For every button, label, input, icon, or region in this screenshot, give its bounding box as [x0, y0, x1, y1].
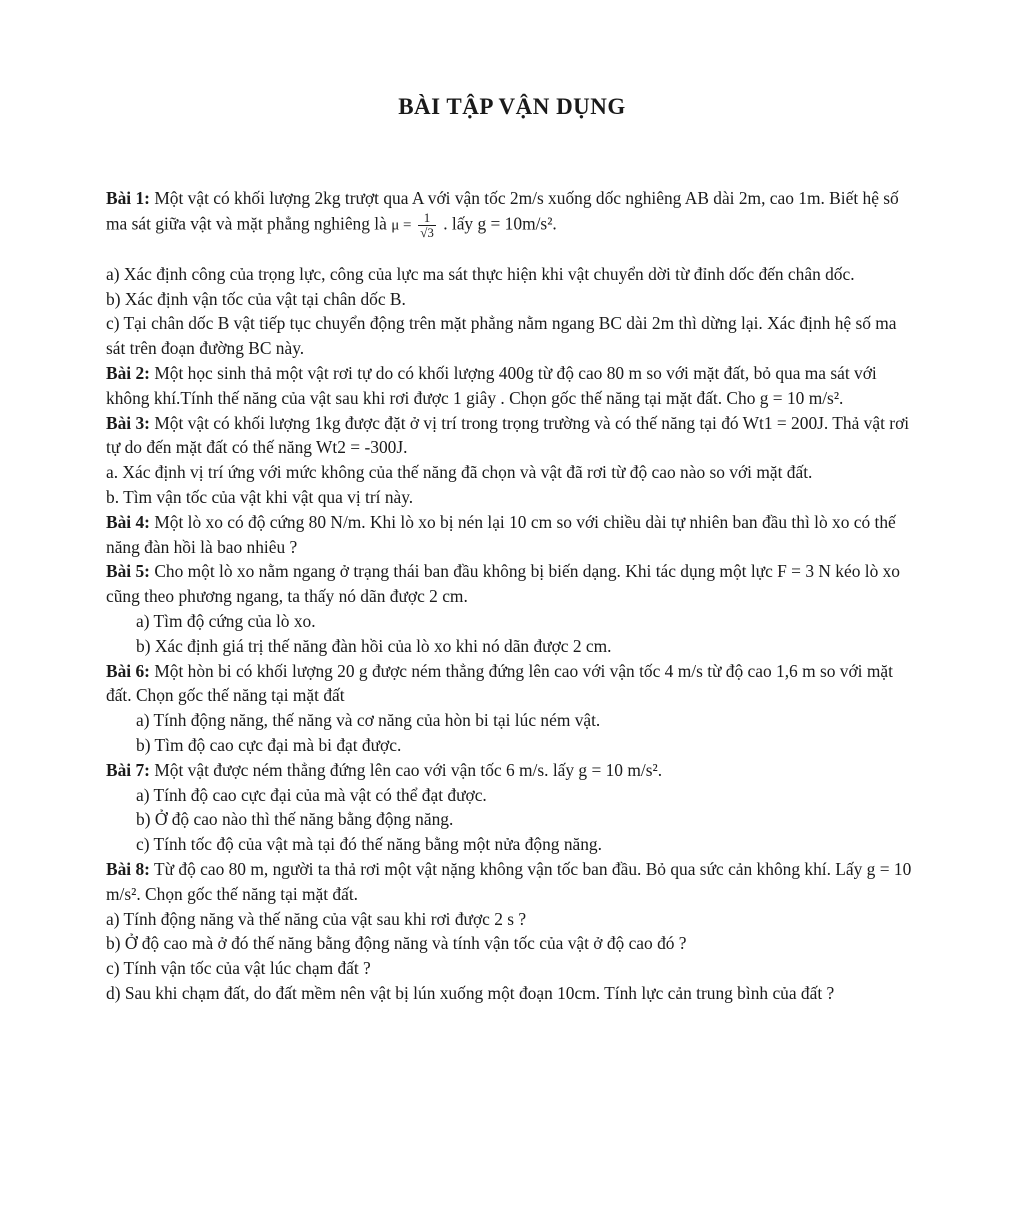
exercise-7-a: a) Tính độ cao cực đại của mà vật có thể đạt được. [136, 784, 487, 805]
exercise-7-c: c) Tính tốc độ của vật mà tại đó thế năng bằng một nửa động năng. [136, 834, 602, 855]
exercise-text: Một vật có khối lượng 2kg trượt qua A với vận tốc 2m/s xuống dốc nghiêng AB dài 2m, cao 1m. Biết hệ số ma sát giữa vật và mặt phẳng nghiêng là [106, 188, 899, 234]
fraction-numerator: 1 [418, 211, 436, 226]
exercise-label: Bài 1: [106, 188, 150, 208]
exercise-5-b: b) Xác định giá trị thế năng đàn hồi của lò xo khi nó dãn được 2 cm. [136, 635, 612, 656]
exercise-text: Một vật được ném thẳng đứng lên cao với vận tốc 6 m/s. lấy g = 10 m/s². [149, 759, 663, 780]
exercise-6-b: b) Tìm độ cao cực đại mà bi đạt được. [136, 734, 402, 755]
exercise-label: Bài 3: [106, 412, 150, 433]
exercise-text: Một hòn bi có khối lượng 20 g được ném thẳng đứng lên cao với vận tốc 4 m/s từ độ cao 1,6 m so với mặt đất. Chọn gốc thế năng tại mặt đất [106, 660, 893, 706]
exercise-text: Một vật có khối lượng 1kg được đặt ở vị trí trong trọng trường và có thế năng tại đó Wt1 = 200J. Thả vật rơi tự do đến mặt đất có thế năng Wt2 = -300J. [106, 412, 910, 458]
page-title: BÀI TẬP VẬN DỤNG [398, 94, 626, 119]
exercise-7 [106, 758, 912, 783]
exercise-label: Bài 6: [106, 660, 150, 681]
exercise-5-a: a) Tìm độ cứng của lò xo. [136, 610, 316, 631]
exercise-text: Từ độ cao 80 m, người ta thả rơi một vật nặng không vận tốc ban đầu. Bỏ qua sức cản không khí. Lấy g = 10 m/s². Chọn gốc thế năng tại mặt đất. [106, 858, 912, 904]
exercise-8-c: c) Tính vận tốc của vật lúc chạm đất ? [106, 958, 371, 979]
exercise-1 [106, 186, 912, 240]
exercise-text: Một học sinh thả một vật rơi tự do có khối lượng 400g từ độ cao 80 m so với mặt đất, bỏ qua ma sát với không khí.Tính thế năng của vật sau khi rơi được 1 giây . Chọn gốc thế năng tại mặt đất. Cho g = 10 m/s². [106, 362, 877, 408]
exercise-label: Bài 8: [106, 858, 150, 879]
exercise-3 [106, 411, 912, 461]
exercise-3-a: a. Xác định vị trí ứng với mức không của thế năng đã chọn và vật đã rơi từ độ cao nào so với mặt đất. [106, 462, 813, 483]
exercise-1-a: a) Xác định công của trọng lực, công của lực ma sát thực hiện khi vật chuyển dời từ đỉnh dốc đến chân dốc. [106, 263, 855, 284]
fraction [418, 211, 436, 240]
exercise-6 [106, 659, 912, 709]
mu-symbol: μ = [391, 217, 416, 234]
exercise-label: Bài 2: [106, 362, 150, 383]
exercise-1-b: b) Xác định vận tốc của vật tại chân dốc B. [106, 288, 406, 309]
exercise-list [106, 186, 912, 1006]
exercise-label: Bài 4: [106, 511, 150, 532]
exercise-text: Một lò xo có độ cứng 80 N/m. Khi lò xo bị nén lại 10 cm so với chiều dài tự nhiên ban đầu thì lò xo có thế năng đàn hồi là bao nhiêu ? [106, 511, 896, 557]
exercise-4 [106, 510, 912, 560]
exercise-6-a: a) Tính động năng, thế năng và cơ năng của hòn bi tại lúc ném vật. [136, 710, 601, 731]
exercise-label: Bài 5: [106, 561, 150, 582]
exercise-3-b: b. Tìm vận tốc của vật khi vật qua vị trí này. [106, 486, 414, 507]
fraction-denominator: √3 [420, 224, 434, 240]
exercise-1-c: c) Tại chân dốc B vật tiếp tục chuyển động trên mặt phẳng nằm ngang BC dài 2m thì dừng lại. Xác định hệ số ma sát trên đoạn đường BC này. [106, 313, 897, 359]
exercise-7-b: b) Ở độ cao nào thì thế năng bằng động năng. [136, 809, 454, 830]
exercise-label: Bài 7: [106, 759, 150, 780]
exercise-2 [106, 361, 912, 411]
exercise-text: Cho một lò xo nằm ngang ở trạng thái ban đầu không bị biến dạng. Khi tác dụng một lực F = 3 N kéo lò xo cũng theo phương ngang, ta thấy nó dãn được 2 cm. [106, 561, 901, 607]
exercise-8-d: d) Sau khi chạm đất, do đất mềm nên vật bị lún xuống một đoạn 10cm. Tính lực cản trung bình của đất ? [106, 982, 835, 1003]
exercise-8-b: b) Ở độ cao mà ở đó thế năng bằng động năng và tính vận tốc của vật ở độ cao đó ? [106, 933, 687, 954]
exercise-8-a: a) Tính động năng và thế năng của vật sau khi rơi được 2 s ? [106, 908, 527, 929]
exercise-8 [106, 857, 912, 907]
exercise-5 [106, 559, 912, 609]
exercise-text: . lấy g = 10m/s². [438, 213, 557, 234]
